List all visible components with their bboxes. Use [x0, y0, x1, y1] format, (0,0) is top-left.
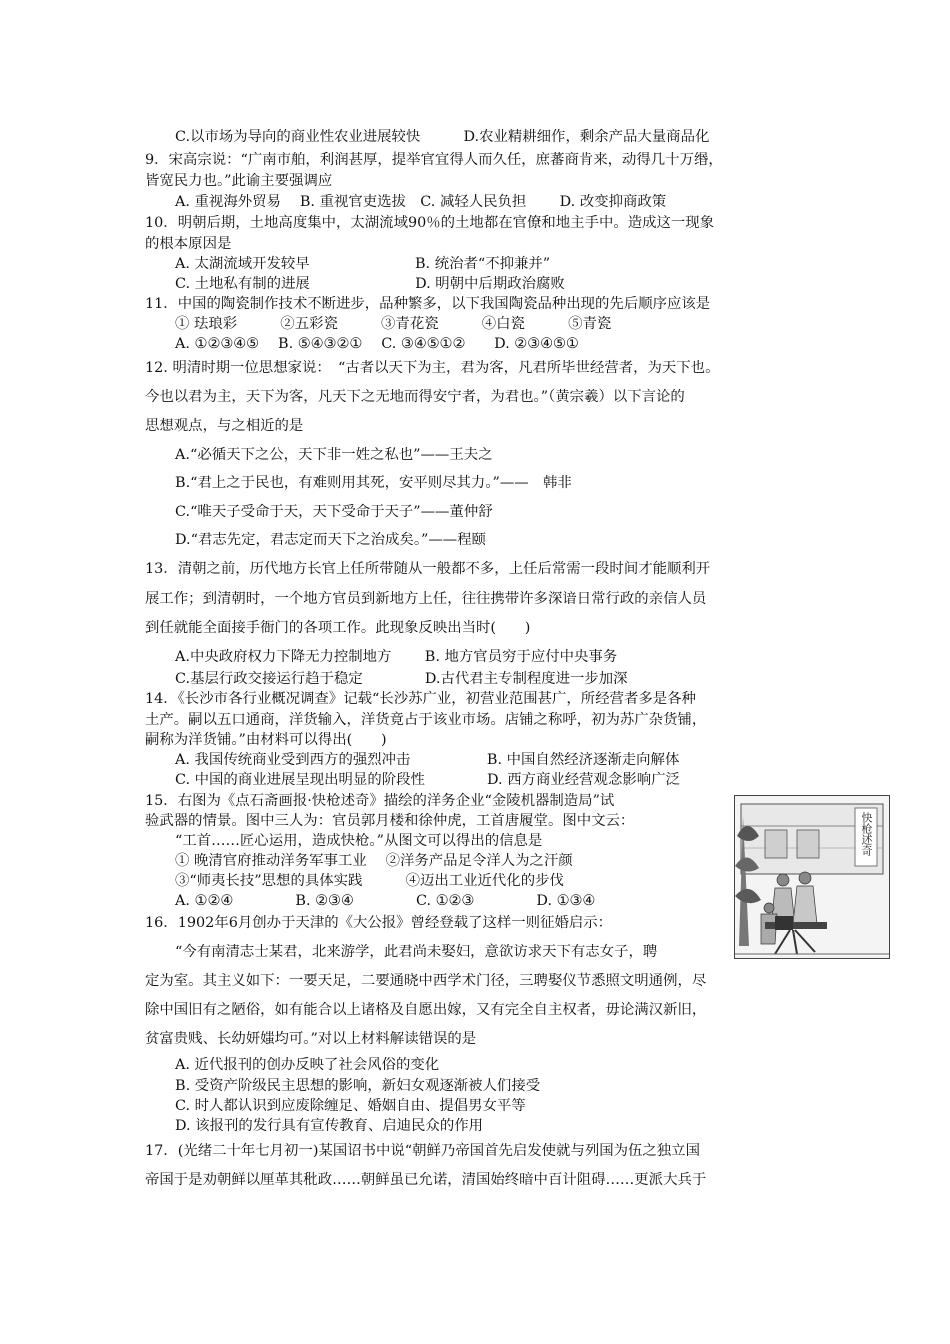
- text-line: A. 近代报刊的创办反映了社会风俗的变化: [175, 1057, 440, 1073]
- text-line: A. ①②③④⑤ B. ⑤④③②① C. ③④⑤①② D. ②③④⑤①: [175, 336, 579, 352]
- text-line: 14．《长沙市各行业概况调查》记载“长沙苏广业，初营业范围甚广，所经营者多是各种: [145, 691, 696, 707]
- text-line: 的根本原因是: [145, 236, 232, 252]
- text-line: A. 我国传统商业受到西方的强烈冲击 B. 中国自然经济逐渐走向解体: [175, 752, 680, 768]
- woodcut-illustration: [734, 795, 890, 959]
- text-line: B.“君上之于民也，有难则用其死，安平则尽其力。”—— 韩非: [175, 475, 572, 491]
- text-line: 展工作；到清朝时，一个地方官员到新地方上任，往往携带许多深谙日常行政的亲信人员: [145, 591, 707, 607]
- text-line: D. 该报刊的发行具有宣传教育、启迪民众的作用: [175, 1118, 483, 1134]
- text-line: 今也以君为主，天下为客，凡天下之无地而得安宁者，为君也。”（黄宗羲）以下言论的: [145, 389, 685, 405]
- text-line: D.“君志先定，君志定而天下之治成矣。”——程颐: [175, 532, 486, 548]
- text-line: A. 重视海外贸易 B. 重视官吏选拔 C. 减轻人民负担 D. 改变抑商政策: [175, 194, 667, 210]
- text-line: “工首……匠心运用，造成快枪。”从图文可以得出的信息是: [175, 833, 543, 849]
- text-line: ① 晚清官府推动洋务军事工业 ②洋务产品足令洋人为之汗颜: [175, 853, 573, 869]
- text-line: 贫富贵贱、长幼妍媸均可。”对以上材料解读错误的是: [145, 1031, 477, 1047]
- text-line: C. 土地私有制的进展 D. 明朝中后期政治腐败: [175, 276, 565, 292]
- text-line: 15．右图为《点石斋画报·快枪述奇》描绘的洋务企业“金陵机器制造局”试: [145, 793, 615, 809]
- text-line: 16．1902年6月创办于天津的《大公报》曾经登载了这样一则征婚启示：: [145, 915, 613, 931]
- text-line: B. 受资产阶级民主思想的影响，新妇女观逐渐被人们接受: [175, 1078, 541, 1094]
- text-line: 到任就能全面接手衙门的各项工作。此现象反映出当时( ): [145, 620, 531, 636]
- text-line: 土产。嗣以五口通商，洋货输入，洋货竟占于该业市场。店铺之称呼，初为苏广杂货铺，: [145, 712, 707, 728]
- text-line: C.基层行政交接运行趋于稳定 D.古代君主专制程度进一步加深: [175, 671, 628, 687]
- text-line: 10．明朝后期，土地高度集中，太湖流域90％的土地都在官僚和地主手中。造成这一现象: [145, 215, 715, 231]
- text-line: 定为室。其主义如下：一要天足，二要通晓中西学术门径，三聘娶仪节悉照文明通例，尽: [145, 973, 707, 989]
- text-line: C.“唯天子受命于天，天下受命于天子”——董仲舒: [175, 504, 493, 520]
- text-line: 9．宋高宗说：“广南市舶，利润甚厚，提举官宜得人而久任，庶蕃商肯来，动得几十万缗，: [145, 152, 723, 168]
- text-line: 13．清朝之前，历代地方长官上任所带随从一般都不多，上任后常需一段时间才能顺利开: [145, 561, 711, 577]
- text-line: 嗣称为洋货铺。”由材料可以得出( ): [145, 732, 387, 748]
- text-line: 皆宽民力也。”此谕主要强调应: [145, 173, 333, 189]
- text-line: ③“师夷长技”思想的具体实践 ④迈出工业近代化的步伐: [175, 873, 564, 889]
- text-line: 验武器的情景。图中三人为：官员郭月楼和徐仲虎，工首唐履堂。图中文云：: [145, 813, 635, 829]
- text-line: C.以市场为导向的商业性农业进展较快 D.农业精耕细作，剩余产品大量商品化: [175, 129, 710, 145]
- text-line: A. 太湖流域开发较早 B. 统治者“不抑兼并”: [175, 256, 551, 272]
- text-line: 11．中国的陶瓷制作技术不断进步，品种繁多，以下我国陶瓷品种出现的先后顺序应该是: [145, 296, 711, 312]
- text-line: 12. 明清时期一位思想家说： “古者以天下为主，君为客，凡君所毕世经营者，为天下也。: [145, 360, 720, 376]
- text-line: 除中国旧有之陋俗，如有能合以上诸格及自愿出嫁，又有完全自主权者，毋论满汉新旧，: [145, 1002, 707, 1018]
- text-line: 17．(光绪二十年七月初一)某国诏书中说“朝鲜乃帝国首先启发使就与列国为伍之独立国: [145, 1143, 700, 1159]
- text-line: C. 时人都认识到应废除缠足、婚姻自由、提倡男女平等: [175, 1098, 526, 1114]
- text-line: “今有南清志士某君，北来游学，此君尚未娶妇，意欲访求天下有志女子，聘: [175, 944, 658, 960]
- text-line: ① 珐琅彩 ②五彩瓷 ③青花瓷 ④白瓷 ⑤青瓷: [175, 316, 612, 332]
- text-line: 思想观点，与之相近的是: [145, 418, 304, 434]
- text-line: A. ①②④ B. ②③④ C. ①②③ D. ①③④: [175, 893, 596, 909]
- text-line: C. 中国的商业进展呈现出明显的阶段性 D. 西方商业经营观念影响广泛: [175, 772, 680, 788]
- text-line: 帝国于是劝朝鲜以厘革其秕政……朝鲜虽已允诺，清国始终暗中百计阻碍……更派大兵于: [145, 1172, 707, 1188]
- figure-caption: 快枪述奇: [860, 812, 873, 856]
- text-line: A.“必循天下之公，天下非一姓之私也”——王夫之: [175, 447, 493, 463]
- text-line: A.中央政府权力下降无力控制地方 B. 地方官员穷于应付中央事务: [175, 649, 618, 665]
